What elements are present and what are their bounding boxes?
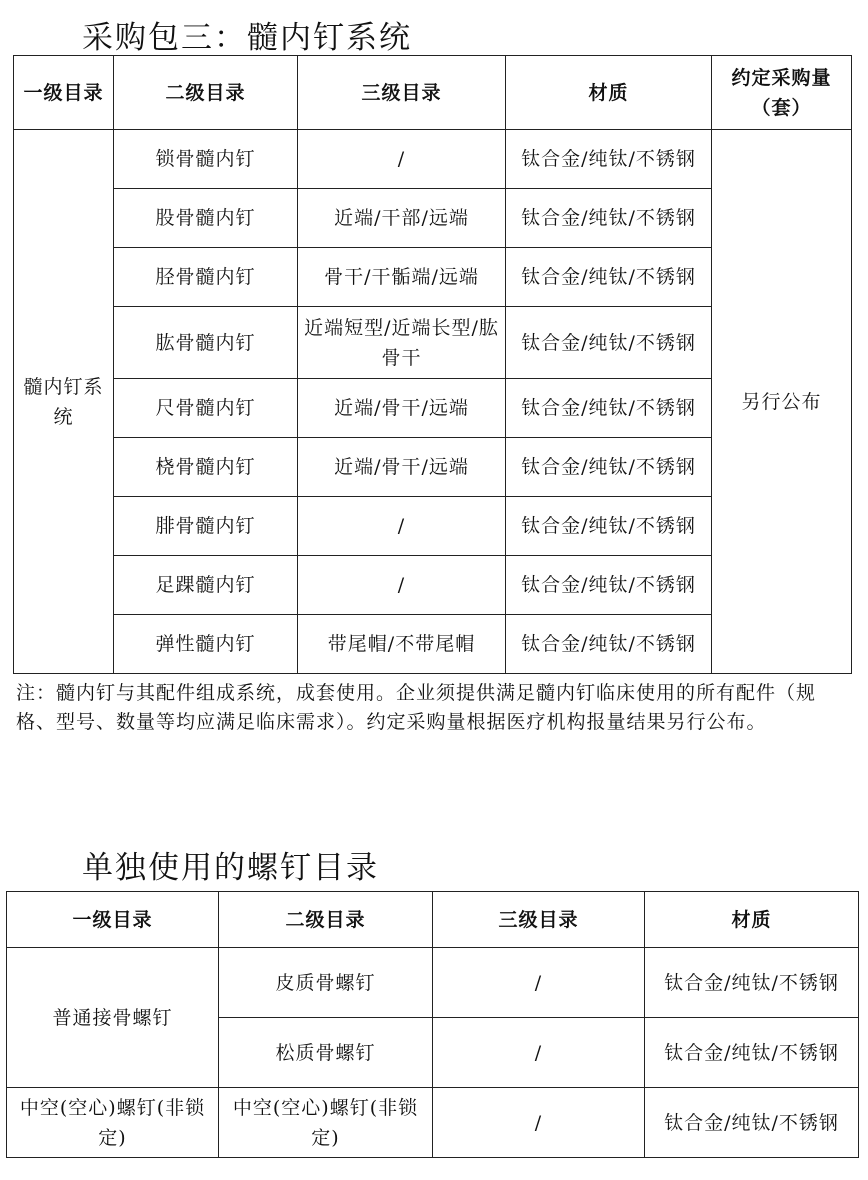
material-cell: 钛合金/纯钛/不锈钢 [506,556,712,615]
level2-cell: 足踝髓内钉 [114,556,298,615]
intramedullary-nail-table [13,55,852,674]
material-cell: 钛合金/纯钛/不锈钢 [506,615,712,674]
level3-cell: 近端短型/近端长型/肱骨干 [298,307,506,379]
section-title-screws: 单独使用的螺钉目录 [82,850,379,886]
level3-cell: / [298,556,506,615]
header-level3: 三级目录 [298,56,506,130]
level2-cell: 胫骨髓内钉 [114,248,298,307]
table-note: 注：髓内钉与其配件组成系统，成套使用。企业须提供满足髓内钉临床使用的所有配件（规格、型号、数量等均应满足临床需求）。约定采购量根据医疗机构报量结果另行公布。 [16,682,817,733]
section-title-intramedullary-nail: 采购包三：髓内钉系统 [82,20,412,56]
header-level1: 一级目录 [7,892,219,948]
header-level1: 一级目录 [14,56,114,130]
material-cell: 钛合金/纯钛/不锈钢 [645,948,859,1018]
material-cell: 钛合金/纯钛/不锈钢 [506,189,712,248]
level1-cell: 普通接骨螺钉 [7,948,219,1088]
screw-table [6,891,859,1158]
level2-cell: 尺骨髓内钉 [114,379,298,438]
level2-cell: 锁骨髓内钉 [114,130,298,189]
level3-cell: 近端/骨干/远端 [298,379,506,438]
level3-cell: / [298,130,506,189]
material-cell: 钛合金/纯钛/不锈钢 [506,130,712,189]
material-cell: 钛合金/纯钛/不锈钢 [506,438,712,497]
level3-cell: / [433,1018,645,1088]
header-level2: 二级目录 [114,56,298,130]
level3-cell: / [433,948,645,1018]
material-cell: 钛合金/纯钛/不锈钢 [506,497,712,556]
level2-cell: 中空(空心)螺钉(非锁定) [219,1088,433,1158]
material-cell: 钛合金/纯钛/不锈钢 [645,1088,859,1158]
table-row [14,130,852,189]
material-cell: 钛合金/纯钛/不锈钢 [506,379,712,438]
table-row [7,1088,859,1158]
table-row [7,948,859,1018]
level3-cell: 带尾帽/不带尾帽 [298,615,506,674]
level2-cell: 松质骨螺钉 [219,1018,433,1088]
header-material: 材质 [645,892,859,948]
level1-cell: 髓内钉系统 [14,130,114,674]
level2-cell: 肱骨髓内钉 [114,307,298,379]
level3-cell: 近端/骨干/远端 [298,438,506,497]
header-level2: 二级目录 [219,892,433,948]
level2-cell: 桡骨髓内钉 [114,438,298,497]
material-cell: 钛合金/纯钛/不锈钢 [645,1018,859,1088]
level3-cell: / [298,497,506,556]
level1-cell: 中空(空心)螺钉(非锁定) [7,1088,219,1158]
material-cell: 钛合金/纯钛/不锈钢 [506,248,712,307]
header-material: 材质 [506,56,712,130]
table-header-row [14,56,852,130]
level3-cell: 近端/干部/远端 [298,189,506,248]
table-header-row [7,892,859,948]
level2-cell: 腓骨髓内钉 [114,497,298,556]
material-cell: 钛合金/纯钛/不锈钢 [506,307,712,379]
header-quantity: 约定采购量（套） [712,56,852,130]
quantity-cell: 另行公布 [712,130,852,674]
level3-cell: 骨干/干骺端/远端 [298,248,506,307]
level2-cell: 皮质骨螺钉 [219,948,433,1018]
level2-cell: 弹性髓内钉 [114,615,298,674]
level3-cell: / [433,1088,645,1158]
level2-cell: 股骨髓内钉 [114,189,298,248]
header-level3: 三级目录 [433,892,645,948]
